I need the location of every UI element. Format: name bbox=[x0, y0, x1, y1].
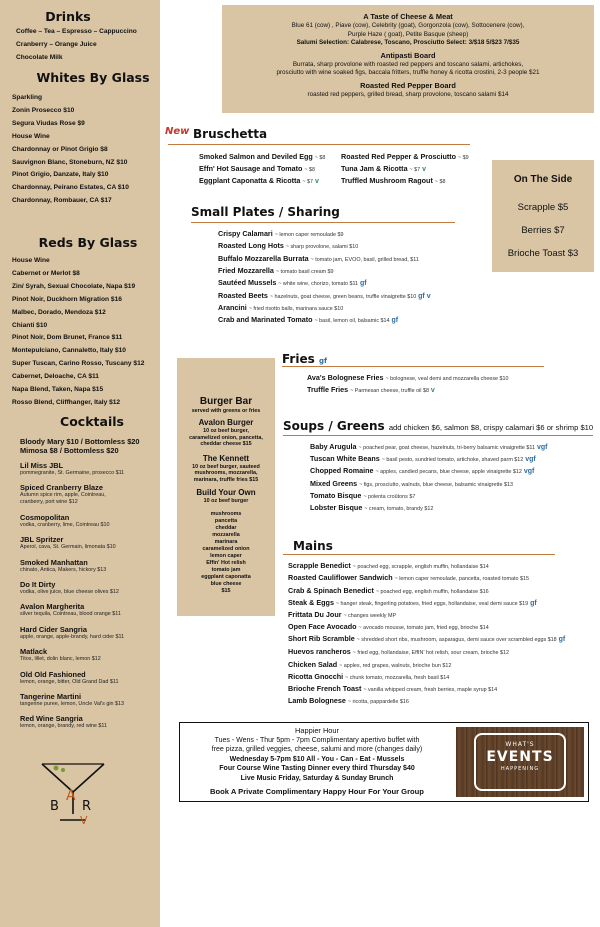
main-item: Scrapple Benedict ~ poached egg, scrapple, english muffin, hollandaise $14 bbox=[288, 561, 489, 570]
antipasti-line: Burrata, sharp provolone with roasted red peppers and toscano salami, artichokes, bbox=[292, 60, 524, 68]
happy-hour-line: Wednesday 5-7pm $10 All - You - Can - Eat - Mussels bbox=[229, 755, 405, 763]
whites-heading: Whites By Glass bbox=[36, 70, 150, 85]
wine-item: Zin/ Syrah, Sexual Chocolate, Napa $19 bbox=[12, 282, 136, 290]
cocktails-list bbox=[0, 437, 140, 737]
topping: eggplant caponatta bbox=[201, 574, 251, 580]
happy-hour-line: free pizza, grilled veggies, cheese, salumi and more (changes daily) bbox=[211, 746, 423, 754]
main-item: Open Face Avocado ~ avocado mousse, tomato jam, fried egg, brioche $14 bbox=[288, 622, 489, 631]
wine-item: Zonin Prosecco $10 bbox=[12, 106, 75, 114]
wine-item: Chardonnay or Pinot Grigio $8 bbox=[12, 145, 108, 153]
cocktail-item bbox=[0, 461, 140, 477]
wine-item: Chianti $10 bbox=[12, 321, 48, 329]
small-plate-item: Roasted Beets ~ hazelnuts, goat cheese, green beans, truffle vinaigrette $10 gf v bbox=[218, 291, 431, 300]
fries-item: Ava's Bolognese Fries ~ bolognese, veal demi and mozzarella cheese $10 bbox=[307, 373, 509, 382]
cocktail-name: Matlack bbox=[20, 647, 48, 657]
fries-title: Fries gf bbox=[282, 352, 327, 366]
cocktail-desc: lemon, orange, bitter, Old Grand Dad $11 bbox=[20, 678, 119, 685]
cocktail-desc: vodka, cranberry, lime, Cointreau $10 bbox=[20, 521, 110, 528]
wine-item: Sauvignon Blanc, Stoneburn, NZ $10 bbox=[12, 158, 128, 166]
wine-item: Pinot Noir, Dom Brunet, France $11 bbox=[12, 334, 123, 342]
drinks-list bbox=[2, 26, 137, 65]
wine-item: Malbec, Dorado, Mendoza $12 bbox=[12, 308, 106, 316]
drinks-heading: Drinks bbox=[45, 9, 91, 24]
burger-desc: cheddar cheese $15 bbox=[200, 441, 252, 447]
section-rule bbox=[168, 144, 470, 145]
cocktails-heading: Cocktails bbox=[60, 414, 124, 429]
bruschetta-item: Roasted Red Pepper & Prosciutto ~ $9 bbox=[341, 152, 469, 161]
cocktail-desc: vodka, olive juice, blue cheese olives $12 bbox=[20, 588, 119, 595]
wine-item: Pinot Noir, Duckhorn Migration $16 bbox=[12, 295, 122, 303]
wine-item: Chardonnay, Peirano Estates, CA $10 bbox=[12, 184, 129, 192]
wine-item: Segura Viudas Rose $9 bbox=[12, 119, 85, 127]
small-plate-item: Fried Mozzarella ~ tomato basil cream $9 bbox=[218, 266, 334, 275]
svg-text:A: A bbox=[66, 788, 76, 804]
cocktail-desc: Aperol, cava, St. Germain, limonata $10 bbox=[20, 544, 116, 551]
antipasti-title: Antipasti Board bbox=[380, 50, 436, 60]
cocktail-desc: Autumn spice rim, apple, Cointreau, bbox=[20, 492, 106, 499]
cocktail-item bbox=[0, 647, 140, 663]
side-item: Scrapple $5 bbox=[517, 202, 569, 213]
burger-desc: mushrooms, mozzarella, bbox=[194, 470, 258, 476]
boards-content bbox=[222, 11, 594, 99]
cocktail-desc: tangerine puree, lemon, Uncle Val's gin $13 bbox=[20, 700, 125, 707]
topping: blue cheese bbox=[210, 581, 242, 587]
cocktail-item bbox=[0, 670, 140, 686]
cocktail-item bbox=[0, 580, 140, 596]
small-plates-title: Small Plates / Sharing bbox=[191, 205, 340, 219]
happy-hour-text bbox=[184, 726, 450, 783]
small-plate-item: Roasted Long Hots ~ sharp provolone, salami $10 bbox=[218, 241, 359, 250]
rrp-line: roasted red peppers, grilled bread, sharp provolone, toscano salami $14 bbox=[307, 90, 509, 98]
wine-subheading: House Wine bbox=[12, 257, 50, 264]
byo-sub: 10 oz beef burger bbox=[203, 498, 249, 504]
bruschetta-item: Eggplant Caponatta & Ricotta ~ $7 v bbox=[199, 176, 319, 185]
cocktail-item bbox=[0, 714, 140, 730]
section-rule bbox=[191, 222, 455, 223]
cocktail-name: Spiced Cranberry Blaze bbox=[20, 483, 103, 493]
byo-title: Build Your Own bbox=[196, 488, 256, 497]
cocktail-item bbox=[0, 535, 140, 551]
salumi-line: Salumi Selection: Calabrese, Toscano, Prosciutto Select: 3/$18 5/$23 7/$35 bbox=[296, 39, 520, 46]
wine-item: Cabernet, Deloache, CA $11 bbox=[12, 373, 99, 381]
topping: Effin' Hot relish bbox=[206, 560, 246, 566]
small-plate-item: Crispy Calamari ~ lemon caper remoulade $9 bbox=[218, 229, 344, 238]
wine-subheading: House Wine bbox=[12, 132, 50, 140]
burger-title: Burger Bar bbox=[199, 396, 253, 407]
burger-desc: 10 oz beef burger, bbox=[203, 428, 249, 434]
cocktail-name: Avalon Margherita bbox=[20, 602, 85, 612]
burger-desc: caramelized onion, pancetta, bbox=[189, 434, 263, 441]
topping: mozzarella bbox=[212, 532, 240, 538]
soup-item: Tuscan White Beans ~ basil pesto, sundried tomato, artichoke, shaved parm $12 vgf bbox=[310, 454, 536, 463]
topping: cheddar bbox=[215, 525, 237, 531]
topping: lemon caper bbox=[210, 553, 242, 559]
cocktail-desc: lemon, orange, brandy, red wine $11 bbox=[20, 723, 108, 730]
mains-title: Mains bbox=[293, 539, 333, 553]
bloody-mary: Bloody Mary $10 / Bottomless $20 bbox=[20, 437, 140, 446]
sign-main: EVENTS bbox=[486, 749, 554, 765]
soup-item: Lobster Bisque ~ cream, tomato, brandy $12 bbox=[310, 503, 434, 512]
wine-item: Pinot Grigio, Danzate, Italy $10 bbox=[12, 171, 109, 179]
soup-item: Chopped Romaine ~ apples, candied pecans, blue cheese, apple vinaigrette $12 vgf bbox=[310, 466, 535, 475]
main-item: Lamb Bolognese ~ ricotta, pappardelle $16 bbox=[288, 696, 409, 705]
cocktail-name: JBL Spritzer bbox=[20, 535, 64, 545]
drink-item: Cranberry – Orange Juice bbox=[16, 40, 97, 48]
avalon-burger-title: Avalon Burger bbox=[198, 418, 254, 427]
drink-item: Chocolate Milk bbox=[16, 53, 63, 61]
soups-title: Soups / Greens add chicken $6, salmon $8, crispy calamari $6 or shrimp $10 bbox=[283, 419, 594, 433]
happy-hour-box bbox=[179, 722, 589, 802]
topping: pancetta bbox=[214, 518, 238, 524]
bruschetta-item: Truffled Mushroom Ragout ~ $8 bbox=[341, 176, 446, 185]
burger-desc: 10 oz beef burger, sauteed bbox=[192, 463, 260, 470]
new-badge: New bbox=[165, 126, 190, 137]
happy-hour-title: Happier Hour bbox=[295, 726, 339, 735]
left-drinks-panel bbox=[0, 0, 160, 927]
cocktail-item bbox=[0, 558, 140, 574]
svg-text:B: B bbox=[50, 799, 59, 814]
wine-item: Napa Blend, Taken, Napa $15 bbox=[12, 386, 104, 394]
cocktail-name: Smoked Manhattan bbox=[20, 557, 88, 567]
bruschetta-item: Effn' Hot Sausage and Tomato ~ $8 bbox=[199, 164, 316, 173]
soup-item: Mixed Greens ~ figs, prosciutto, walnuts, blue cheese, balsamic vinaigrette $13 bbox=[310, 479, 513, 488]
events-sign-frame bbox=[474, 733, 566, 791]
wine-item: Chardonnay, Rombauer, CA $17 bbox=[12, 197, 112, 205]
side-item: Berries $7 bbox=[521, 225, 565, 236]
wine-item: Super Tuscan, Carino Rosso, Tuscany $12 bbox=[12, 360, 145, 368]
drink-item: Coffee – Tea – Espresso – Cappuccino bbox=[16, 28, 137, 35]
cocktail-name: Tangerine Martini bbox=[20, 691, 82, 701]
sign-bottom: HAPPENING bbox=[500, 766, 540, 772]
main-item: Huevos rancheros ~ fried egg, hollandaise, EffIN' hot relish, sour cream, brioche $12 bbox=[288, 647, 509, 656]
cocktail-desc: apple, orange, apple-brandy, hard cider $11 bbox=[20, 633, 125, 640]
small-plate-item: Arancini ~ fried risotto balls, marinara sauce $10 bbox=[218, 303, 344, 312]
cocktail-desc: silver tequila, Cointreau, blood orange $11 bbox=[20, 611, 121, 618]
wine-item: Rosso Blend, Cliffhanger, Italy $12 bbox=[12, 398, 121, 406]
cheese-line: Blue 61 (cow) , Piave (cow), Celebrity (goat), Gorgonzola (cow), Sottocenere (cow), bbox=[291, 22, 525, 29]
soups-addons: add chicken $6, salmon $8, crispy calamari $6 or shrimp $10 bbox=[388, 423, 594, 432]
topping: $15 bbox=[221, 588, 231, 594]
cocktail-item bbox=[0, 513, 140, 529]
side-item: Brioche Toast $3 bbox=[507, 248, 579, 259]
happy-hour-line: Live Music Friday, Saturday & Sunday Brunch bbox=[240, 774, 394, 782]
reds-heading: Reds By Glass bbox=[38, 235, 138, 250]
cocktail-desc: chinato, Antica, Makers, hickory $13 bbox=[20, 566, 107, 573]
fries-gf-tag: gf bbox=[318, 357, 327, 365]
small-plate-item: Buffalo Mozzarella Burrata ~ tomato jam, EVOO, basil, grilled bread, $11 bbox=[218, 254, 419, 263]
cocktail-item bbox=[0, 483, 140, 506]
cocktail-item bbox=[0, 602, 140, 618]
main-item: Frittata Du Jour ~ changes weekly MP bbox=[288, 610, 397, 619]
side-content bbox=[492, 173, 594, 265]
cheese-title: A Taste of Cheese & Meat bbox=[363, 12, 453, 21]
wine-subheading: Sparkling bbox=[12, 94, 43, 101]
private-happy-hour: Book A Private Complimentary Happy Hour For Your Group bbox=[210, 787, 424, 796]
main-item: Chicken Salad ~ apples, red grapes, walnuts, brioche bun $12 bbox=[288, 660, 452, 669]
burger-desc: marinara, truffle fries $15 bbox=[193, 476, 259, 483]
burger-sub: served with greens or fries bbox=[191, 408, 261, 414]
cocktail-desc: pommegranite, St. Germaine, prosecco $11 bbox=[20, 470, 125, 476]
cocktail-item bbox=[0, 625, 140, 641]
section-rule bbox=[283, 435, 593, 436]
cocktail-name: Cosmopolitan bbox=[20, 512, 70, 522]
main-item: Ricotta Gnocchi ~ chunk tomato, mozzarella, fresh basil $14 bbox=[288, 672, 450, 681]
topping: marinara bbox=[214, 539, 238, 545]
cocktail-name: Old Old Fashioned bbox=[20, 669, 86, 679]
small-plate-item: Sautéed Mussels ~ white wine, chorizo, tomato $11 gf bbox=[218, 278, 367, 287]
section-rule bbox=[282, 366, 544, 367]
cheese-line: Purple Haze ( goat), Petite Basque (sheep) bbox=[347, 30, 469, 38]
events-sign bbox=[456, 727, 584, 797]
sign-top: WHAT'S bbox=[505, 741, 535, 748]
main-item: Roasted Cauliflower Sandwich ~ lemon caper remoulade, pancetta, roasted tomato $15 bbox=[288, 573, 529, 582]
cocktail-desc: Titos, lillet, dolin blanc, lemon $12 bbox=[20, 656, 101, 663]
svg-text:V: V bbox=[80, 814, 88, 827]
cocktail-desc: cranberry, port wine $12 bbox=[20, 499, 78, 506]
section-rule bbox=[283, 554, 555, 555]
cocktail-item bbox=[0, 692, 140, 708]
topping: mushrooms bbox=[210, 511, 242, 517]
topping: tomato jam bbox=[211, 567, 241, 573]
soup-item: Baby Arugula ~ poached pear, goat cheese, hazelnuts, tri-berry balsamic vinaigrette $11 vgf bbox=[310, 442, 548, 451]
bruschetta-item: Tuna Jam & Ricotta ~ $7 v bbox=[341, 164, 427, 173]
happy-hour-line: Four Course Wine Tasting Dinner every third Thursday $40 bbox=[219, 765, 415, 773]
soup-item: Tomato Bisque ~ polenta croûtons $7 bbox=[310, 491, 416, 500]
whites-list bbox=[0, 92, 129, 208]
topping: caramelized onion bbox=[202, 546, 250, 552]
happy-hour-line: Tues - Wens - Thur 5pm - 7pm Complimentary apertivo buffet with bbox=[214, 737, 420, 744]
fries-item: Truffle Fries ~ Parmesan cheese, truffle oil $8 v bbox=[307, 385, 435, 394]
wine-item: Cabernet or Merlot $8 bbox=[12, 269, 80, 277]
small-plate-item: Crab and Marinated Tomato ~ basil, lemon oil, balsamic $14 gf bbox=[218, 315, 399, 324]
mimosa: Mimosa $8 / Bottomless $20 bbox=[20, 446, 119, 455]
cocktail-name: Red Wine Sangria bbox=[20, 714, 83, 724]
bruschetta-item: Smoked Salmon and Deviled Egg ~ $8 bbox=[199, 152, 326, 161]
side-title: On The Side bbox=[513, 174, 573, 185]
rrp-title: Roasted Red Pepper Board bbox=[360, 80, 456, 90]
kennett-title: The Kennett bbox=[202, 453, 250, 463]
cocktail-name: Do It Dirty bbox=[20, 579, 56, 589]
burger-content bbox=[177, 396, 275, 595]
svg-text:R: R bbox=[82, 799, 92, 814]
bruschetta-title: Bruschetta bbox=[193, 127, 268, 141]
bar-logo bbox=[38, 758, 108, 828]
main-item: Crab & Spinach Benedict ~ poached egg, english muffin, hollandaise $16 bbox=[288, 586, 489, 595]
wine-item: Montepulciano, Cannaletto, Italy $10 bbox=[12, 347, 126, 355]
cocktail-name: Hard Cider Sangria bbox=[20, 624, 87, 634]
reds-list bbox=[0, 255, 144, 410]
antipasti-line: prosciutto with wine soaked figs, baccala fritters, truffle honey & ricotta crostini, 2-3 people $21 bbox=[276, 69, 540, 76]
main-item: Steak & Eggs ~ hanger steak, fingerling potatoes, fried eggs, hollandaise, veal demi sauce $19 gf bbox=[288, 598, 537, 607]
cocktail-name: Lil Miss JBL bbox=[20, 461, 64, 470]
main-item: Brioche French Toast ~ vanilla whipped cream, fresh berries, maple syrup $14 bbox=[288, 684, 498, 693]
main-item: Short Rib Scramble ~ shredded short ribs, mushroom, asparagus, demi sauce over scrambled eggs $18 gf bbox=[288, 634, 566, 643]
